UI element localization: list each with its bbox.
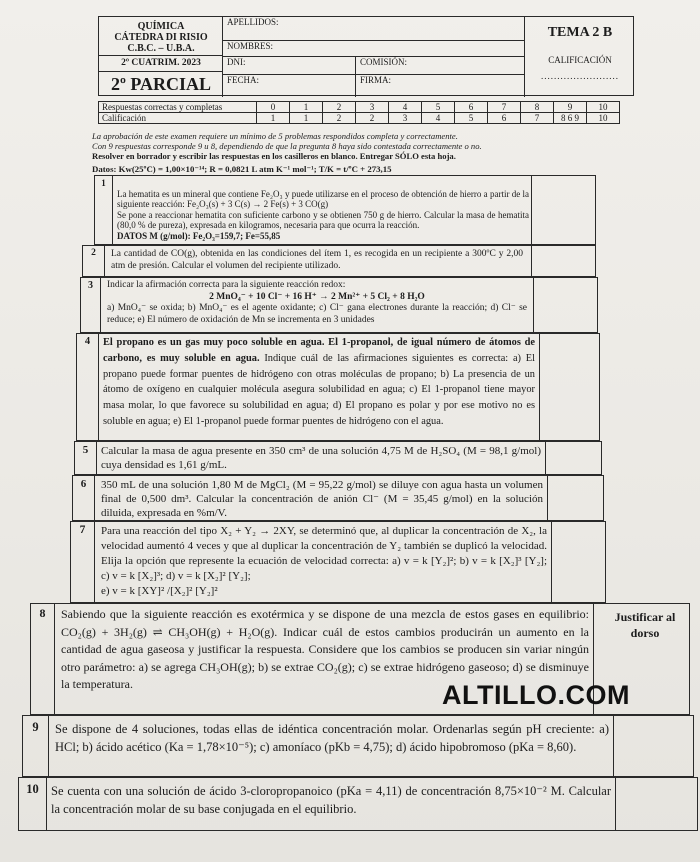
answer-box-1[interactable] — [531, 176, 595, 244]
question-2: 2 La cantidad de CO(g), obtenida en las condiciones del ítem 1, es recogida en un recipiente a 300ºC y 2,00 atm de presión. Calcular el volumen del recipiente utilizado. — [82, 245, 596, 277]
answer-box-10[interactable] — [615, 778, 697, 830]
tema-label: TEMA 2 B — [547, 25, 613, 40]
exam-title: 2º PARCIAL — [99, 71, 223, 97]
answer-box-9[interactable] — [613, 716, 693, 776]
nombres-field[interactable]: NOMBRES: — [223, 41, 525, 57]
fecha-field[interactable]: FECHA: — [227, 75, 260, 85]
question-6: 6 350 mL de una solución 1,80 M de MgCl₂ (M = 95,22 g/mol) se diluye con agua hasta un volumen final de 0,500 dm³. Calcular la concentración de anión Cl⁻ (M = 35,45 g/mol) en la solución diluida, expresada en %m/V. — [72, 475, 604, 521]
question-7: 7 Para una reacción del tipo X₂ + Y₂ → 2XY, se determinó que, al duplicar la concentración de X₂, la velocidad aumentó 4 veces y que al duplicar la concentración de Y₂ también se duplicó la velocidad. Elija la opción que represente la ecuación de velocidad correcta: a) v = k [Y₂]²; b) v = k [X₂]³ [Y₂]; c) v = k [X₂]³; d) v = k [X₂]² [Y₂]; e) v = k [XY]² /[X₂]² [Y₂]² — [70, 521, 606, 603]
watermark-logo: ALTILLO.COM — [442, 680, 630, 710]
grade-block — [525, 17, 635, 97]
student-fields — [223, 17, 525, 97]
question-10: 10 Se cuenta con una solución de ácido 3-cloropropanoico (pKa = 4,11) de concentración 8,75×10⁻² M. Calcular la concentración molar de su base conjugada en el equilibrio. — [18, 777, 698, 831]
score-table — [98, 101, 620, 124]
question-3: 3 Indicar la afirmación correcta para la siguiente reacción redox: 2 MnO₄⁻ + 10 Cl⁻ + 16 H⁺ → 2 Mn²⁺ + 5 Cl₂ + 8 H₂O a) MnO₄⁻ se oxida; b) MnO₄⁻ es el agente oxidante; c) Cl⁻ gana electrones durante la reacción; d) Cl⁻ se reduce; e) El número de oxidación de Mn se incrementa en 3 unidades — [80, 277, 598, 333]
course-chair: CÁTEDRA DI RISIO — [114, 32, 208, 43]
answer-box-7[interactable] — [551, 522, 605, 602]
answer-box-6[interactable] — [547, 476, 603, 520]
instructions: La aprobación de este examen requiere un mínimo de 5 problemas respondidos completa y correctamente. Con 9 respuestas corresponde 9 u 8, dependiendo de que la pregunta 8 haya sido contestada correctamente o no. Resolver en borrador y escribir las respuestas en los casilleros en blanco. Entregar SÓLO esta hoja. — [92, 131, 482, 161]
constants-line: Datos: Kw(25ºC) = 1,00×10⁻¹⁴; R = 0,0821 L atm K⁻¹ mol⁻¹; T/K = t/ºC + 273,15 — [92, 164, 392, 174]
comision-field[interactable]: COMISIÓN: — [355, 57, 407, 75]
question-1: 1 La hematita es un mineral que contiene Fe₂O₃ y puede utilizarse en el proceso de obtención de hierro a partir de la siguiente reacción: Fe₂O₃(s) + 3 C(s) → 2 Fe(s) + 3 CO(g) Se pone a reaccionar hematita con suficiente carbono y se obtienen 750 g de hierro. Calcular la masa de hematita (80,0 % de pureza), expresada en kilogramos, necesaria para que ocurra la reacción. DATOS M (g/mol): Fe₂O₃=159,7; Fe=55,85 — [94, 175, 596, 245]
dni-field[interactable]: DNI: — [227, 57, 246, 67]
question-9: 9 Se dispone de 4 soluciones, todas ellas de idéntica concentración molar. Ordenarlas según pH creciente: a) HCl; b) ácido acético (Ka = 1,78×10⁻⁵); c) amoníaco (pKb = 4,75); d) ácido hipobromoso (pKa = 8,60). — [22, 715, 694, 777]
course-university: C.B.C. – U.B.A. — [127, 43, 195, 54]
fecha-firma-row — [223, 75, 525, 97]
apellidos-field[interactable]: APELLIDOS: — [223, 17, 525, 41]
semester-label: 2º CUATRIM. 2023 — [99, 55, 223, 68]
firma-field[interactable]: FIRMA: — [355, 75, 391, 97]
course-block — [99, 17, 223, 97]
score-row-grade: Calificación 1 1 2 2 3 4 5 6 7 8 6 9 10 — [99, 113, 620, 124]
calificacion-label: CALIFICACIÓN — [548, 55, 612, 65]
question-8: 8 Sabiendo que la siguiente reacción es exotérmica y se dispone de una mezcla de estos gases en equilibrio: CO₂(g) + 3H₂(g) ⇌ CH₃OH(g) + H₂O(g). Indicar cuál de estos cambios producirán un aumento en la cantidad de agua gaseosa y justificar la respuesta. Considere que los cambios se producen sin variar ningún otro parámetro: a) se agrega CH₃OH(g); b) se extrae CO₂(g); c) se extrae hidrógeno gaseoso; d) se disminuye la temperatura. — [30, 603, 690, 715]
answer-box-4[interactable] — [539, 334, 599, 440]
answer-box-3[interactable] — [533, 278, 597, 332]
score-row-correct: Respuestas correctas y completas 0 1 2 3 4 5 6 7 8 9 10 — [99, 102, 620, 113]
calificacion-blank[interactable]: ........................ — [541, 71, 619, 81]
dni-comision-row — [223, 57, 525, 75]
course-name: QUÍMICA — [137, 21, 185, 32]
question-5: 5 Calcular la masa de agua presente en 350 cm³ de una solución 4,75 M de H₂SO₄ (M = 98,1 g/mol) cuya densidad es 1,61 g/mL. — [74, 441, 602, 475]
justify-note: Justificar al dorso — [614, 610, 676, 640]
exam-header — [98, 16, 634, 96]
answer-box-5[interactable] — [545, 442, 601, 474]
answer-box-2[interactable] — [531, 246, 595, 276]
question-4: 4 El propano es un gas muy poco soluble en agua. El 1-propanol, de igual número de átomos de carbono, es muy soluble en agua. Indique cuál de las afirmaciones siguientes es correcta: a) El propano puede formar puentes de hidrógeno con otras moléculas de propano; b) La presencia de un átomo de oxígeno en cualquier molécula asegura solubilidad en agua; c) El 1-propanol tiene mayor masa molar, lo que favorece su solubilidad en agua; d) El propano es polar y por ese motivo no es soluble en agua; e) El 1-propanol puede formar puentes de hidrógeno con el agua. — [76, 333, 600, 441]
